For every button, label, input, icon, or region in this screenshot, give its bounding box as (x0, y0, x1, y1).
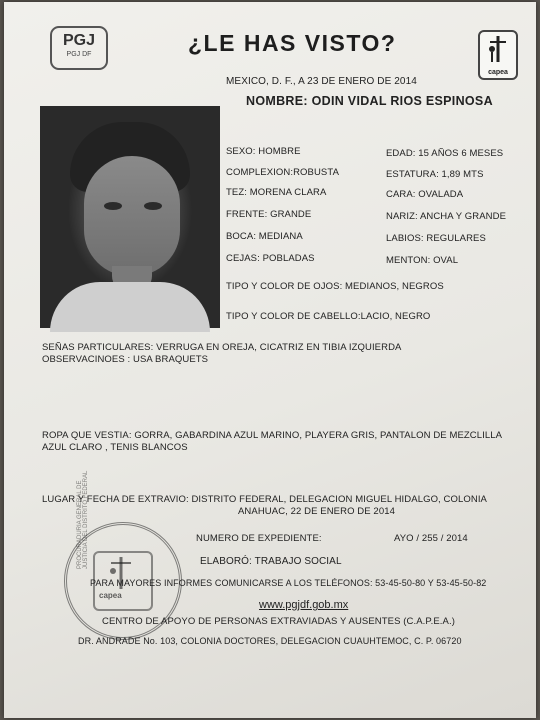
field-estatura: ESTATURA: 1,89 MTS (386, 169, 484, 180)
pgj-logo-subtext: PGJ DF (66, 51, 92, 58)
lugar-line-1: LUGAR Y FECHA DE EXTRAVIO: DISTRITO FEDERAL, DELEGACION MIGUEL HIDALGO, COLONIA (42, 494, 487, 505)
seal-ring-text: PROCURADURIA GENERAL DE JUSTICIA DEL DISTRITO FEDERAL (77, 470, 89, 569)
poster-date: MEXICO, D. F., A 23 DE ENERO DE 2014 (226, 76, 417, 87)
missing-person-photo (40, 106, 220, 328)
website-link[interactable]: www.pgjdf.gob.mx (259, 599, 349, 611)
field-cabello: TIPO Y COLOR DE CABELLO:LACIO, NEGRO (226, 311, 431, 322)
seal-text: capea (99, 591, 122, 600)
expediente-label: NUMERO DE EXPEDIENTE: (196, 533, 322, 544)
field-complexion: COMPLEXION:ROBUSTA (226, 167, 340, 178)
informes: PARA MAYORES INFORMES COMUNICARSE A LOS TELÉFONOS: 53-45-50-80 Y 53-45-50-82 (90, 578, 487, 588)
field-frente: FRENTE: GRANDE (226, 209, 312, 220)
ropa-line-1: ROPA QUE VESTIA: GORRA, GABARDINA AZUL MARINO, PLAYERA GRIS, PANTALON DE MEZCLILLA (42, 430, 503, 441)
centro-apoyo: CENTRO DE APOYO DE PERSONAS EXTRAVIADAS Y AUSENTES (C.A.P.E.A.) (102, 616, 455, 627)
field-ojos: TIPO Y COLOR DE OJOS: MEDIANOS, NEGROS (226, 281, 444, 292)
photo-shirt (50, 282, 210, 332)
capea-logo-text: capea (488, 69, 508, 76)
field-menton: MENTON: OVAL (386, 255, 459, 266)
field-boca: BOCA: MEDIANA (226, 231, 303, 242)
missing-person-poster (4, 2, 536, 718)
photo-eye-right (144, 202, 162, 210)
ropa-line-2: AZUL CLARO , TENIS BLANCOS (42, 442, 188, 453)
capea-logo (478, 30, 518, 80)
pgj-logo-text: PGJ (62, 32, 95, 49)
pgj-logo (50, 26, 108, 70)
field-edad: EDAD: 15 AÑOS 6 MESES (386, 148, 504, 159)
person-name: NOMBRE: ODIN VIDAL RIOS ESPINOSA (246, 94, 493, 108)
field-tez: TEZ: MORENA CLARA (226, 187, 327, 198)
field-cejas: CEJAS: POBLADAS (226, 253, 315, 264)
elaboro: ELABORÓ: TRABAJO SOCIAL (200, 556, 342, 567)
field-cara: CARA: OVALADA (386, 189, 464, 200)
observaciones: OBSERVACINOES : USA BRAQUETS (42, 354, 209, 365)
lugar-line-2: ANAHUAC, 22 DE ENERO DE 2014 (238, 506, 395, 517)
field-labios: LABIOS: REGULARES (386, 233, 486, 244)
photo-eye-left (104, 202, 122, 210)
field-nariz: NARIZ: ANCHA Y GRANDE (386, 211, 507, 222)
field-sexo: SEXO: HOMBRE (226, 146, 301, 157)
photo-face (84, 156, 180, 276)
expediente-value: AYO / 255 / 2014 (394, 533, 468, 544)
poster-title: ¿LE HAS VISTO? (188, 30, 397, 56)
direccion: DR. ANDRADE No. 103, COLONIA DOCTORES, DELEGACION CUAUHTEMOC, C. P. 06720 (78, 636, 462, 646)
capea-figure-icon (480, 32, 516, 68)
senas-particulares: SEÑAS PARTICULARES: VERRUGA EN OREJA, CICATRIZ EN TIBIA IZQUIERDA (42, 342, 402, 353)
